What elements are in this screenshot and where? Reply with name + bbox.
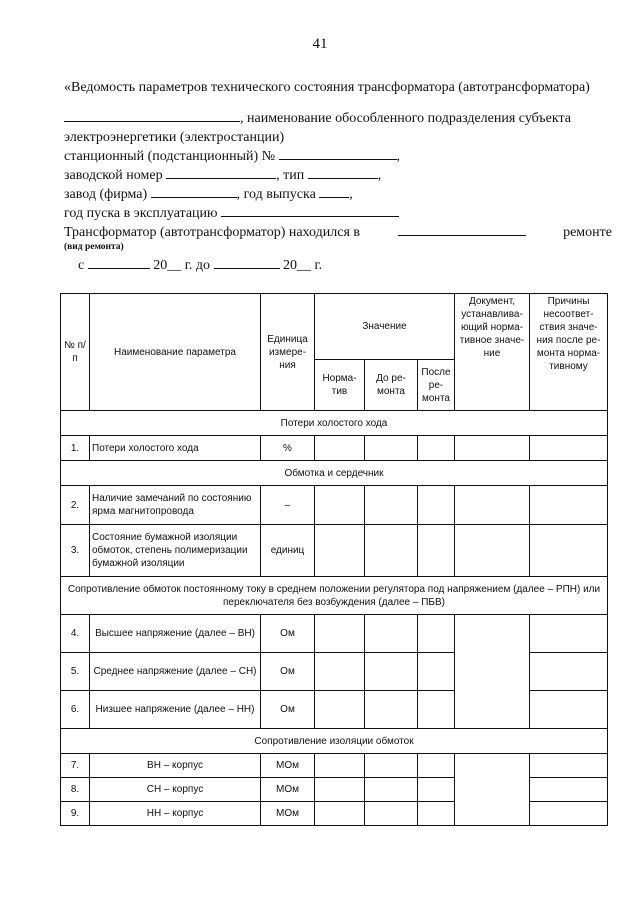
row-num: 3. [61,525,90,577]
table-row [61,615,608,653]
after-cell[interactable] [418,615,455,653]
before-cell[interactable] [365,525,418,577]
table-row [61,486,608,525]
subdivision-label: , наименование обособленного подразделения субъекта [240,111,571,126]
table-row [61,525,608,577]
row-num: 1. [61,436,90,461]
start-blank[interactable] [221,204,399,217]
parameters-table [60,293,608,826]
norm-cell[interactable] [315,486,365,525]
row-unit: – [261,486,315,525]
before-cell[interactable] [365,754,418,778]
located-line [64,223,612,242]
section-row [61,729,608,754]
row-unit: Ом [261,691,315,729]
serial-blank[interactable] [166,166,276,179]
plant-blank[interactable] [151,185,237,198]
row-num: 4. [61,615,90,653]
station-line: станционный (подстанционный) № , [64,149,401,164]
row-name: Потери холостого хода [90,436,261,461]
reasons-cell[interactable] [530,525,608,577]
row-num: 7. [61,754,90,778]
start-label: год пуска в эксплуатацию [64,206,218,221]
section-title: Сопротивление изоляции обмоток [61,729,608,754]
reasons-cell[interactable] [530,436,608,461]
doc-cell[interactable] [455,486,530,525]
after-cell[interactable] [418,436,455,461]
year-label: , год выпуска [236,187,316,202]
row-unit: Ом [261,615,315,653]
row-name: Высшее напряжение (далее – ВН) [90,615,261,653]
type-blank[interactable] [308,166,378,179]
row-name: НН – корпус [90,802,261,826]
after-cell[interactable] [418,754,455,778]
entity-line: электроэнергетики (электростанции) [64,130,285,145]
norm-cell[interactable] [315,653,365,691]
row-num: 9. [61,802,90,826]
after-cell[interactable] [418,653,455,691]
located-label: Трансформатор (автотрансформатор) находился в [64,225,360,240]
section-title: Обмотка и сердечник [61,461,608,486]
header-value: Значение [315,294,455,360]
doc-cell[interactable] [455,615,530,729]
doc-cell[interactable] [455,754,530,826]
after-cell[interactable] [418,525,455,577]
section-row [61,411,608,436]
period-line [64,256,612,275]
section-title: Потери холостого хода [61,411,608,436]
before-cell[interactable] [365,615,418,653]
station-label: станционный (подстанционный) № [64,149,276,164]
norm-cell[interactable] [315,436,365,461]
row-unit: % [261,436,315,461]
norm-cell[interactable] [315,802,365,826]
before-cell[interactable] [365,436,418,461]
row-num: 2. [61,486,90,525]
header-norm: Норма-тив [315,360,365,411]
serial-label: заводской номер [64,168,163,183]
page-number: 41 [312,36,328,52]
reasons-cell[interactable] [530,615,608,653]
doc-cell[interactable] [455,525,530,577]
reasons-cell[interactable] [530,754,608,778]
serial-line: заводской номер , тип , [64,168,382,183]
repair-label: ремонте [563,225,612,240]
row-unit: МОм [261,802,315,826]
period-year1-label: 20__ г. до [153,258,211,273]
header-name: Наименование параметра [90,294,261,411]
reasons-cell[interactable] [530,486,608,525]
period-from-blank[interactable] [88,256,150,269]
reasons-cell[interactable] [530,691,608,729]
header-doc: Документ, устанавлива-ющий норма-тивное значе-ние [455,294,530,411]
doc-cell[interactable] [455,436,530,461]
section-title: Сопротивление обмоток постоянному току в среднем положении регулятора под напряжением (далее – РПН) или переключателя без возбуждения (далее – ПБВ) [61,577,608,615]
reasons-cell[interactable] [530,778,608,802]
row-num: 6. [61,691,90,729]
table-row [61,436,608,461]
repair-type-note: (вид ремонта) [64,242,124,252]
reasons-cell[interactable] [530,653,608,691]
row-name: Низшее напряжение (далее – НН) [90,691,261,729]
before-cell[interactable] [365,778,418,802]
row-name: СН – корпус [90,778,261,802]
period-year2-label: 20__ г. [283,258,323,273]
year-blank[interactable] [319,185,349,198]
document-header [64,78,612,275]
after-cell[interactable] [418,778,455,802]
plant-label: завод (фирма) [64,187,148,202]
row-unit: МОм [261,778,315,802]
start-line [64,204,612,223]
reasons-cell[interactable] [530,802,608,826]
plant-line: завод (фирма) , год выпуска , [64,187,353,202]
repair-type-blank[interactable] [398,223,526,236]
norm-cell[interactable] [315,615,365,653]
before-cell[interactable] [365,653,418,691]
type-label: , тип [276,168,305,183]
period-to-blank[interactable] [214,256,280,269]
row-name: Состояние бумажной изоляции обмоток, степень полимеризации бумажной изоляции [90,525,261,577]
header-before: До ре-монта [365,360,418,411]
header-num: № п/п [61,294,90,411]
row-num: 5. [61,653,90,691]
after-cell[interactable] [418,691,455,729]
row-num: 8. [61,778,90,802]
document-title: «Ведомость параметров технического состояния трансформатора (автотрансформатора) [64,80,590,95]
station-blank[interactable] [279,147,397,160]
subdivision-line [64,109,612,128]
row-name: Среднее напряжение (далее – СН) [90,653,261,691]
section-row [61,577,608,615]
subdivision-blank[interactable] [64,109,240,122]
norm-cell[interactable] [315,778,365,802]
row-unit: МОм [261,754,315,778]
header-unit: Единица измере-ния [261,294,315,411]
header-after: После ре-монта [418,360,455,411]
row-name: Наличие замечаний по состоянию ярма магнитопровода [90,486,261,525]
row-unit: единиц [261,525,315,577]
norm-cell[interactable] [315,525,365,577]
before-cell[interactable] [365,802,418,826]
before-cell[interactable] [365,691,418,729]
before-cell[interactable] [365,486,418,525]
header-reasons: Причины несоответ-ствия значе-ния после ре-монта норма-тивному [530,294,608,411]
norm-cell[interactable] [315,691,365,729]
section-row [61,461,608,486]
row-unit: Ом [261,653,315,691]
table-row [61,754,608,778]
period-from-label: с [78,258,85,273]
norm-cell[interactable] [315,754,365,778]
row-name: ВН – корпус [90,754,261,778]
after-cell[interactable] [418,802,455,826]
after-cell[interactable] [418,486,455,525]
